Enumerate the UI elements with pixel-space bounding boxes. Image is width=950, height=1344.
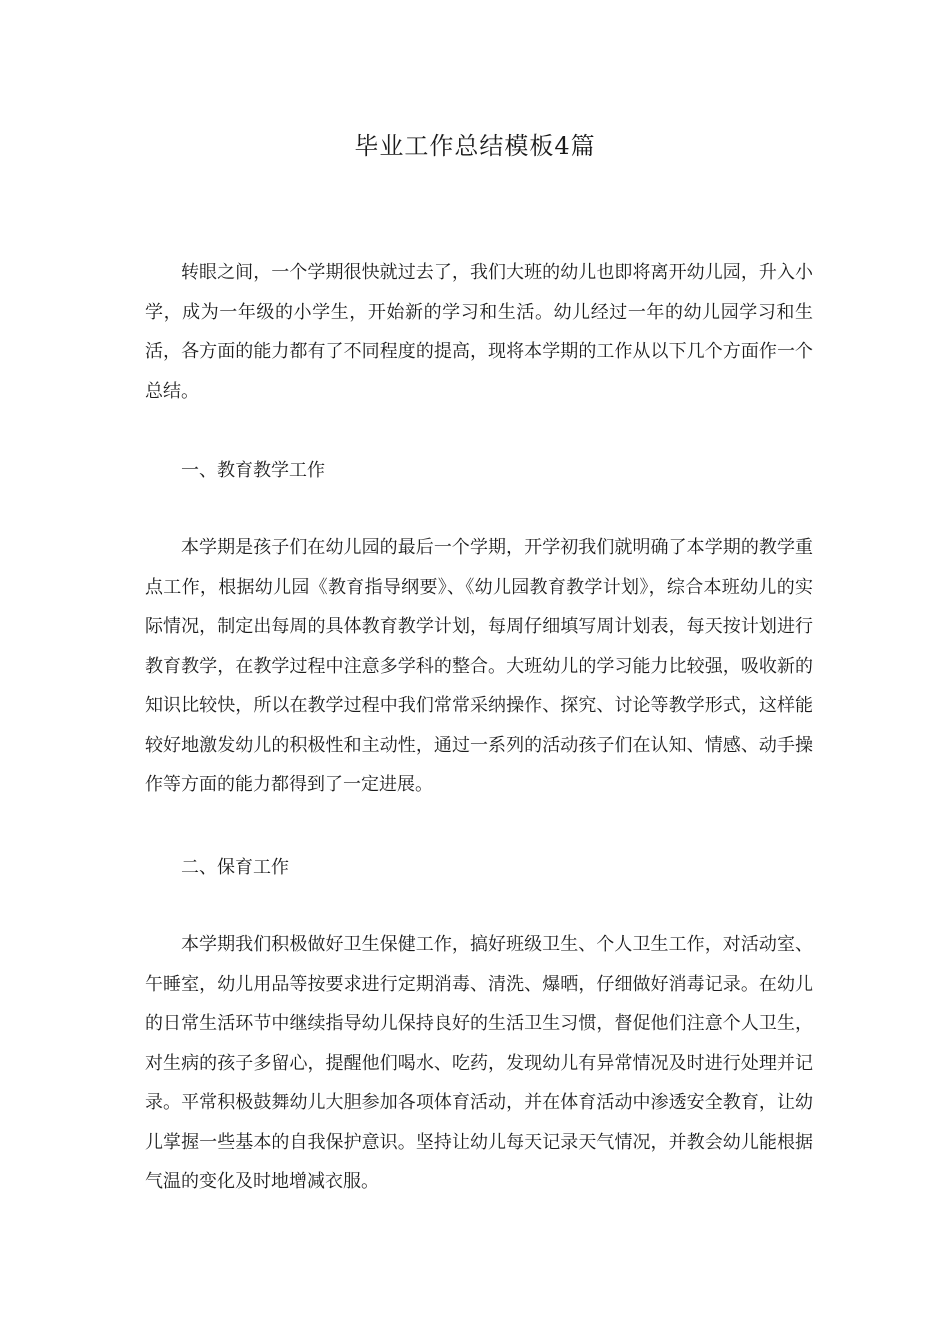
intro-paragraph: 转眼之间，一个学期很快就过去了，我们大班的幼儿也即将离开幼儿园，升入小学，成为一年级的小学生，开始新的学习和生活。幼儿经过一年的幼儿园学习和生活，各方面的能力都有了不同程度的提高，现将本学期的工作从以下几个方面作一个总结。 bbox=[145, 262, 813, 402]
section-heading-education: 一、教育教学工作 bbox=[181, 460, 325, 481]
section-heading-care: 二、保育工作 bbox=[181, 857, 289, 878]
section-body-education: 本学期是孩子们在幼儿园的最后一个学期，开学初我们就明确了本学期的教学重点工作，根据幼儿园《教育指导纲要》、《幼儿园教育教学计划》，综合本班幼儿的实际情况，制定出每周的具体教育教学计划，每周仔细填写周计划表，每天按计划进行教育教学，在教学过程中注意多学科的整合。大班幼儿的学习能力比较强，吸收新的知识比较快，所以在教学过程中我们常常采纳操作、探究、讨论等教学形式，这样能较好地激发幼儿的积极性和主动性，通过一系列的活动孩子们在认知、情感、动手操作等方面的能力都得到了一定进展。 bbox=[145, 537, 813, 795]
section-body-care: 本学期我们积极做好卫生保健工作，搞好班级卫生、个人卫生工作，对活动室、午睡室，幼儿用品等按要求进行定期消毒、清洗、爆晒，仔细做好消毒记录。在幼儿的日常生活环节中继续指导幼儿保持良好的生活卫生习惯，督促他们注意个人卫生，对生病的孩子多留心，提醒他们喝水、吃药，发现幼儿有异常情况及时进行处理并记录。平常积极鼓舞幼儿大胆参加各项体育活动，并在体育活动中渗透安全教育，让幼儿掌握一些基本的自我保护意识。坚持让幼儿每天记录天气情况，并教会幼儿能根据气温的变化及时地增减衣服。 bbox=[145, 934, 813, 1192]
document-title: 毕业工作总结模板4篇 bbox=[354, 132, 596, 160]
